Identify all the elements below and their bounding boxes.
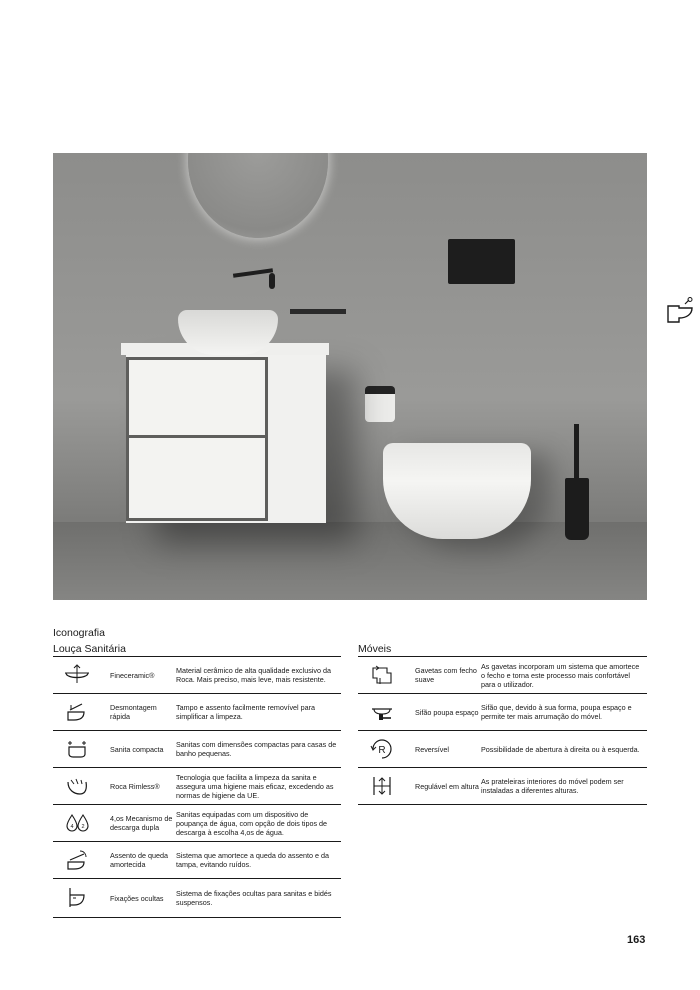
row-description: Material cerâmico de alta qualidade exclusivo da Roca. Mais preciso, mais leve, mais resistente. bbox=[176, 666, 332, 684]
wall-shelf bbox=[290, 309, 346, 314]
toilet-brush bbox=[565, 478, 589, 540]
row-description: As gavetas incorporam um sistema que amortece o fecho e torna este processo mais confortável para o utilizador. bbox=[481, 661, 640, 689]
row-name: Sanita compacta bbox=[110, 744, 164, 754]
row-description: Sistema que amortece a queda do assento e da tampa, evitando ruídos. bbox=[176, 851, 330, 869]
flush-plate bbox=[448, 239, 515, 284]
tap-handle bbox=[269, 273, 275, 289]
table-row bbox=[53, 694, 341, 731]
row-name: Assento de queda amortecida bbox=[110, 851, 168, 869]
row-description: Sanitas equipadas com um dispositivo de poupança de água, com opção de dois tipos de descarga à escolha 4,os de água. bbox=[176, 809, 328, 837]
row-name: Gavetas com fecho suave bbox=[415, 666, 477, 684]
wall-hung-toilet bbox=[383, 443, 531, 539]
sanitary-ware-heading: Louça Sanitária bbox=[53, 643, 126, 655]
compact-toilet-icon bbox=[53, 731, 100, 767]
sanitary-ware-table bbox=[53, 656, 341, 918]
row-description: Sanitas com dimensões compactas para casas de banho pequenas. bbox=[176, 740, 337, 758]
round-mirror bbox=[188, 153, 328, 238]
toilet-brush-handle bbox=[574, 424, 579, 480]
dual-flush-label-small: 2 bbox=[80, 824, 85, 830]
table-row bbox=[53, 731, 341, 768]
table-row bbox=[53, 768, 341, 805]
row-name: Desmontagem rápida bbox=[110, 703, 157, 721]
row-name: Reversível bbox=[415, 744, 449, 754]
row-description: Sifão que, devido à sua forma, poupa espaço e permite ter mais arrumação do móvel. bbox=[481, 703, 632, 721]
row-name: Fineceramic® bbox=[110, 670, 155, 680]
rimless-icon bbox=[53, 768, 100, 804]
row-description: Tampo e assento facilmente removível para simplificar a limpeza. bbox=[176, 703, 316, 721]
furniture-heading: Móveis bbox=[358, 643, 392, 655]
quick-release-seat-icon bbox=[53, 694, 100, 730]
table-row bbox=[53, 657, 341, 694]
row-description: Tecnologia que facilita a limpeza da sanita e assegura uma higiene mais eficaz, excedendo as normas de higiene da UE. bbox=[176, 772, 334, 800]
space-saving-siphon-icon bbox=[358, 694, 405, 730]
floor bbox=[53, 522, 647, 600]
furniture-table bbox=[358, 656, 647, 805]
soft-close-drawer-icon bbox=[358, 657, 405, 693]
bathroom-photo bbox=[53, 153, 647, 600]
table-row bbox=[358, 694, 647, 731]
row-description: Possibilidade de abertura à direita ou à esquerda. bbox=[481, 744, 640, 754]
table-row bbox=[53, 879, 341, 918]
vanity-cabinet bbox=[126, 351, 326, 523]
wall-tap bbox=[233, 268, 273, 278]
row-name: Regulável em altura bbox=[415, 781, 479, 791]
table-row bbox=[53, 805, 341, 842]
toilet-section-icon bbox=[665, 296, 695, 328]
dual-flush-icon bbox=[53, 805, 100, 841]
soft-close-seat-icon bbox=[53, 842, 100, 878]
reversible-letter: R bbox=[377, 745, 386, 756]
drawer-divider bbox=[126, 435, 268, 438]
table-row bbox=[358, 768, 647, 805]
iconography-heading: Iconografia bbox=[53, 627, 105, 639]
row-description: Sistema de fixações ocultas para sanitas e bidés suspensos. bbox=[176, 889, 332, 907]
adjustable-height-icon bbox=[358, 768, 405, 804]
row-description: As prateleiras interiores do móvel podem ser instaladas a diferentes alturas. bbox=[481, 777, 624, 795]
row-name: 4,os Mecanismo de descarga dupla bbox=[110, 814, 173, 832]
table-row bbox=[358, 731, 647, 768]
row-name: Roca Rimless® bbox=[110, 781, 160, 791]
vanity-drawers bbox=[126, 357, 268, 521]
row-name: Fixações ocultas bbox=[110, 893, 164, 903]
dual-flush-label-large: 4 bbox=[69, 824, 74, 830]
table-row bbox=[53, 842, 341, 879]
page-number: 163 bbox=[627, 934, 646, 946]
fineceramic-icon bbox=[53, 657, 100, 693]
row-name: Sifão poupa espaço bbox=[415, 707, 479, 717]
table-row bbox=[358, 657, 647, 694]
concealed-fixings-icon bbox=[53, 879, 100, 917]
toilet-paper-holder bbox=[365, 386, 395, 422]
reversible-icon bbox=[358, 731, 405, 767]
